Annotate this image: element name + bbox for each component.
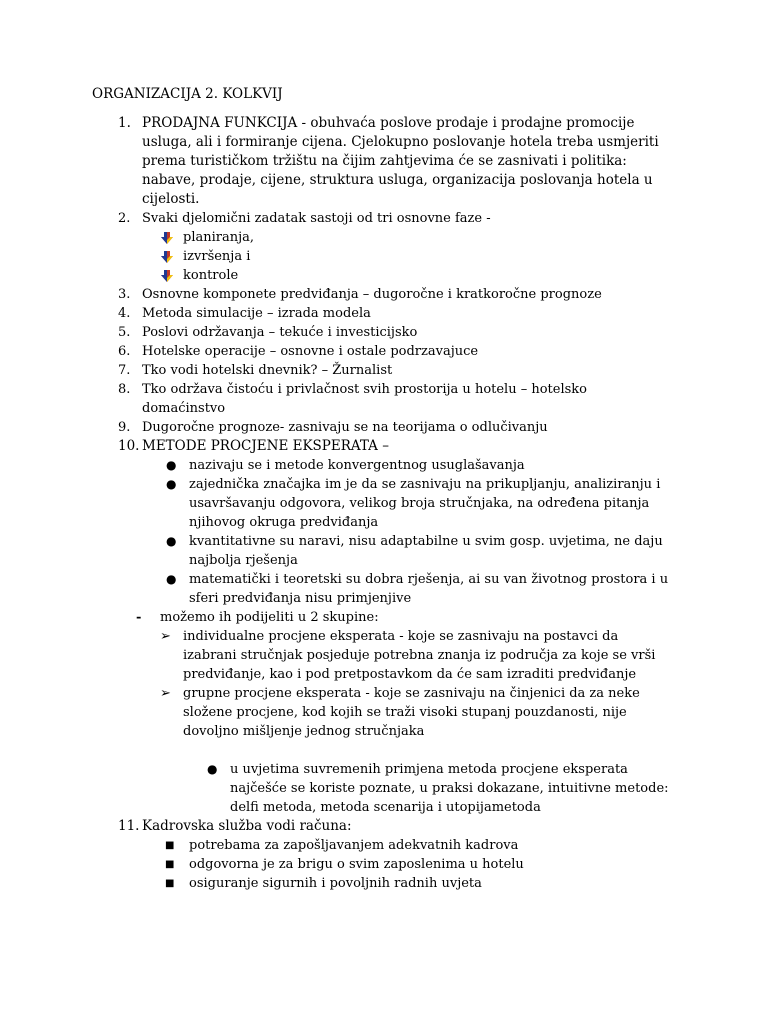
phase-text: planiranja, <box>183 230 255 245</box>
group-text: individualne procjene eksperata - koje se zasnivaju na postavci da izabrani stručnjak posjeduje potrebna znanja iz područja za koje se vrši predviđanje, kao i pod pretpostavkom da će sam izraditi predviđanje <box>183 629 656 682</box>
arrow-bullet-icon <box>161 251 173 263</box>
hr-item <box>0 874 679 893</box>
item-number: 2. <box>118 211 131 226</box>
dot-bullet-icon: ● <box>166 458 177 472</box>
square-bullet-icon: ■ <box>165 859 175 870</box>
item-number: 4. <box>118 306 131 321</box>
dot-bullet-icon: ● <box>166 477 177 491</box>
phase-item <box>0 266 673 285</box>
expert-text: nazivaju se i metode konvergentnog usuglašavanja <box>189 458 525 473</box>
expert-text: kvantitativne su naravi, nisu adaptabilne u svim gosp. uvjetima, ne daju najbolja rješenja <box>189 534 663 568</box>
list-item <box>0 380 672 418</box>
item-number: 8. <box>118 382 131 397</box>
expert-text: matematički i teoretski su dobra rješenja, ai su van životnog prostora i u sferi predviđanja nisu primjenjive <box>189 572 669 606</box>
item-text: METODE PROCJENE EKSPERATA – <box>142 438 389 454</box>
item-number: 5. <box>118 325 131 340</box>
item-text: Hotelske operacije – osnovne i ostale podrzavajuce <box>142 344 479 359</box>
expert-text: zajednička značajka im je da se zasnivaju na prikupljanju, analiziranju i usavršavanju odgovora, velikog broja stručnjaka, na određena pitanja njihovog okruga predviđanja <box>189 477 661 530</box>
expert-item <box>0 570 679 608</box>
item-number: 6. <box>118 344 131 359</box>
item-number: 7. <box>118 363 131 378</box>
item-number: 10. <box>118 438 140 454</box>
expert-item <box>0 456 679 475</box>
groups-intro <box>0 608 768 627</box>
item-text: Dugoročne prognoze- zasnivaju se na teorijama o odlučivanju <box>142 420 548 435</box>
arrow-bullet-icon <box>161 232 173 244</box>
item-number: 1. <box>118 115 131 131</box>
item-text: Svaki djelomični zadatak sastoji od tri osnovne faze - <box>142 211 491 226</box>
arrow-bullet-icon <box>161 270 173 282</box>
list-item <box>0 114 672 209</box>
dot-bullet-icon: ● <box>166 534 177 548</box>
hr-text: odgovorna je za brigu o svim zaposlenima u hotelu <box>189 857 524 872</box>
hr-text: potrebama za zapošljavanjem adekvatnih kadrova <box>189 838 519 853</box>
hr-item <box>0 836 679 855</box>
expert-item <box>0 532 679 570</box>
item-text: PRODAJNA FUNKCIJA - obuhvaća poslove prodaje i prodajne promocije usluga, ali i formiranje cijena. Cjelokupno poslovanje hotela treba usmjeriti prema turističkom tržištu na čijim zahtjevima će se zasnivati i politika: nabave, prodaje, cijene, struktura usluga, organizacija poslovanja hotela u cijelosti. <box>142 115 659 207</box>
phase-item <box>0 228 673 247</box>
numbered-list <box>0 114 768 893</box>
item-number: 11. <box>118 818 140 834</box>
page-title: ORGANIZACIJA 2. KOLKVIJ <box>92 86 283 102</box>
square-bullet-icon: ■ <box>165 878 175 889</box>
hr-text: osiguranje sigurnih i povoljnih radnih uvjeta <box>189 876 482 891</box>
modern-methods-text: u uvjetima suvremenih primjena metoda procjene eksperata najčešće se koriste poznate, u praksi dokazane, intuitivne metode: delfi metoda, metoda scenarija i utopijametoda <box>230 762 669 815</box>
modern-methods-item <box>0 760 670 817</box>
list-item <box>0 342 672 361</box>
groups-intro-text: možemo ih podijeliti u 2 skupine: <box>160 610 379 625</box>
dot-bullet-icon: ● <box>166 572 177 586</box>
group-item <box>0 627 673 684</box>
phase-text: kontrole <box>183 268 239 283</box>
arrowhead-bullet-icon: ➢ <box>160 686 171 701</box>
phase-text: izvršenja i <box>183 249 251 264</box>
list-item <box>0 285 672 304</box>
item-text: Osnovne komponete predviđanja – dugoročne i kratkoročne prognoze <box>142 287 602 302</box>
item-text: Kadrovska služba vodi računa: <box>142 818 352 834</box>
item-number: 9. <box>118 420 131 435</box>
arrowhead-bullet-icon: ➢ <box>160 629 171 644</box>
list-item <box>0 304 672 323</box>
spacer <box>0 741 768 760</box>
dot-bullet-icon: ● <box>207 762 218 776</box>
group-text: grupne procjene eksperata - koje se zasnivaju na činjenici da za neke složene procjene, kod kojih se traži visoki stupanj pouzdanosti, nije dovoljno mišljenje jednog stručnjaka <box>183 686 640 739</box>
list-item <box>0 361 672 380</box>
list-item <box>0 209 672 228</box>
expert-item <box>0 475 679 532</box>
item-text: Tko vodi hotelski dnevnik? – Žurnalist <box>142 363 393 378</box>
dash-bullet: - <box>136 610 142 625</box>
list-item <box>0 437 672 456</box>
list-item <box>0 817 672 836</box>
hr-item <box>0 855 679 874</box>
square-bullet-icon: ■ <box>165 840 175 851</box>
item-text: Tko održava čistoću i privlačnost svih prostorija u hotelu – hotelsko domaćinstvo <box>142 382 588 416</box>
item-text: Poslovi održavanja – tekuće i investicijsko <box>142 325 418 340</box>
item-number: 3. <box>118 287 131 302</box>
item-text: Metoda simulacije – izrada modela <box>142 306 371 321</box>
list-item <box>0 418 672 437</box>
group-item <box>0 684 673 741</box>
list-item <box>0 323 672 342</box>
phase-item <box>0 247 673 266</box>
